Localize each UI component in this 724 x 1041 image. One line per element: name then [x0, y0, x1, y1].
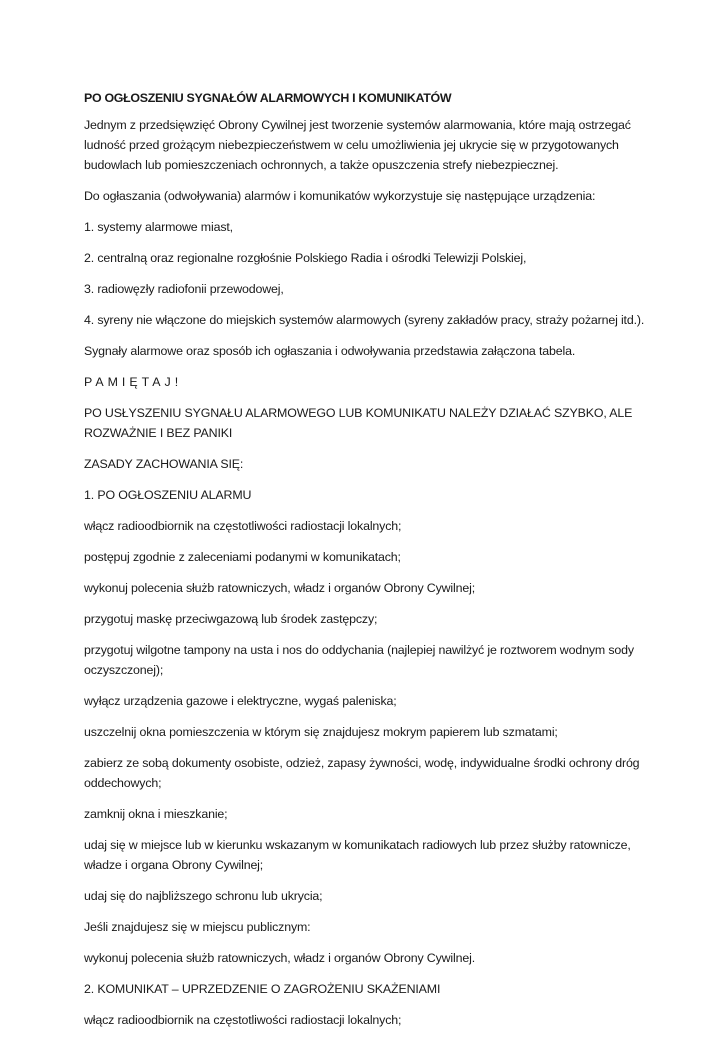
warning-text: PO USŁYSZENIU SYGNAŁU ALARMOWEGO LUB KOMUNIKATU NALEŻY DZIAŁAĆ SZYBKO, ALE ROZWAŻNIE I BEZ PANIKI: [84, 406, 633, 440]
document-body: [84, 88, 659, 1041]
document-title: PO OGŁOSZENIU SYGNAŁÓW ALARMOWYCH I KOMUNIKATÓW: [84, 91, 452, 105]
instruction-item: postępuj zgodnie z zaleceniami podanymi w komunikatach;: [84, 550, 401, 564]
instruction-item: przygotuj wilgotne tampony na usta i nos do oddychania (najlepiej nawilżyć je roztworem wodnym sody oczyszczonej);: [84, 643, 634, 677]
instruction-item: przygotuj maskę przeciwgazową lub środek zastępczy;: [84, 612, 378, 626]
section-2-heading: 2. KOMUNIKAT – UPRZEDZENIE O ZAGROŻENIU SKAŻENIAMI: [84, 982, 441, 996]
device-item-2: 2. centralną oraz regionalne rozgłośnie Polskiego Radia i ośrodki Telewizji Polskiej,: [84, 251, 527, 265]
instruction-item: udaj się w miejsce lub w kierunku wskazanym w komunikatach radiowych lub przez służby ratownicze, władze i organa Obrony Cywilnej;: [84, 838, 631, 872]
device-item-3: 3. radiowęzły radiofonii przewodowej,: [84, 282, 284, 296]
intro-paragraph: Jednym z przedsięwzięć Obrony Cywilnej jest tworzenie systemów alarmowania, które mają ostrzegać ludność przed grożącym niebezpieczeństwem w celu umożliwienia jej ukrycie się w przygotowanych budowlach lub pomieszczeniach ochronnych, a także opuszczenia strefy niebezpiecznej.: [84, 118, 631, 172]
remember-heading: PAMIĘTAJ!: [84, 375, 183, 389]
public-place-heading: Jeśli znajdujesz się w miejscu publicznym:: [84, 920, 311, 934]
instruction-item: włącz radioodbiornik na częstotliwości radiostacji lokalnych;: [84, 519, 402, 533]
instruction-item: włącz radioodbiornik na częstotliwości radiostacji lokalnych;: [84, 1013, 402, 1027]
devices-intro: Do ogłaszania (odwoływania) alarmów i komunikatów wykorzystuje się następujące urządzenia:: [84, 189, 596, 203]
section-1-heading: 1. PO OGŁOSZENIU ALARMU: [84, 488, 252, 502]
rules-heading: ZASADY ZACHOWANIA SIĘ:: [84, 457, 244, 471]
instruction-item: zabierz ze sobą dokumenty osobiste, odzież, zapasy żywności, wodę, indywidualne środki ochrony dróg oddechowych;: [84, 756, 640, 790]
instruction-item: udaj się do najbliższego schronu lub ukrycia;: [84, 889, 323, 903]
instruction-item: wykonuj polecenia służb ratowniczych, władz i organów Obrony Cywilnej.: [84, 951, 476, 965]
instruction-item: uszczelnij okna pomieszczenia w którym się znajdujesz mokrym papierem lub szmatami;: [84, 725, 558, 739]
device-item-4: 4. syreny nie włączone do miejskich systemów alarmowych (syreny zakładów pracy, straży pożarnej itd.).: [84, 313, 645, 327]
instruction-item: wyłącz urządzenia gazowe i elektryczne, wygaś paleniska;: [84, 694, 397, 708]
instruction-item: wykonuj polecenia służb ratowniczych, władz i organów Obrony Cywilnej;: [84, 581, 476, 595]
device-item-1: 1. systemy alarmowe miast,: [84, 220, 233, 234]
table-reference: Sygnały alarmowe oraz sposób ich ogłaszania i odwoływania przedstawia załączona tabela.: [84, 344, 576, 358]
instruction-item: zamknij okna i mieszkanie;: [84, 807, 228, 821]
